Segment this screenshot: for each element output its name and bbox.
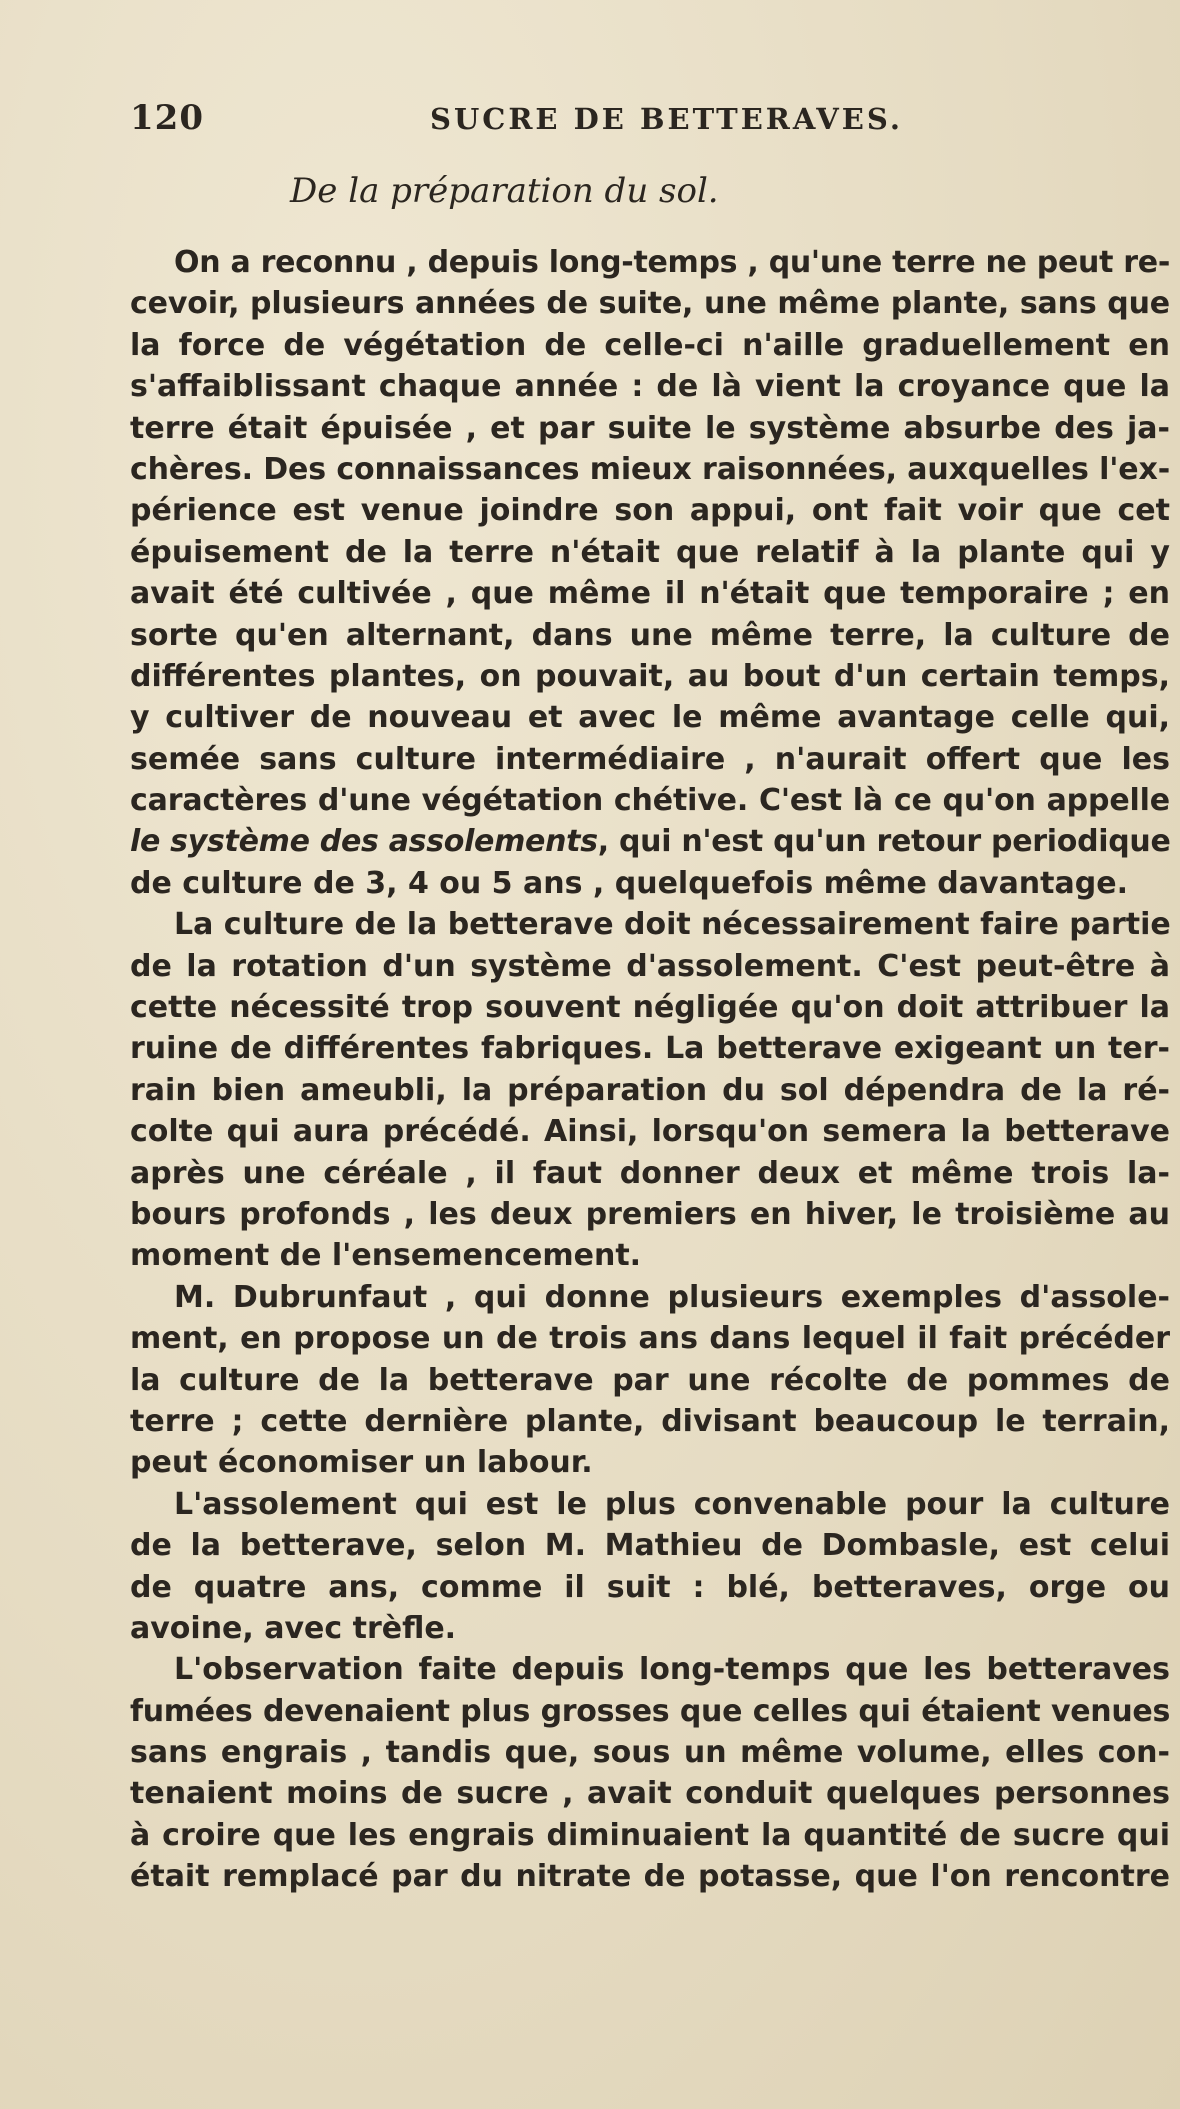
text-line: différentes plantes, on pouvait, au bout d'un certain temps,: [130, 658, 1170, 694]
text-line: rain bien ameubli, la préparation du sol dépendra de la ré-: [130, 1072, 1170, 1108]
text-line: s'affaiblissant chaque année : de là vient la croyance que la: [130, 369, 1170, 405]
text-line: chères. Des connaissances mieux raisonnées, auxquelles l'ex-: [130, 451, 1170, 487]
paragraph-5: [130, 1649, 1170, 1897]
text-line: périence est venue joindre son appui, ont fait voir que cet: [130, 493, 1170, 529]
text-line: après une céréale , il faut donner deux et même trois la-: [130, 1155, 1170, 1191]
text-line: cevoir, plusieurs années de suite, une même plante, sans que: [130, 286, 1170, 322]
text-line: L'observation faite depuis long-temps que les betteraves: [174, 1652, 1170, 1688]
text-line: moment de l'ensemencement.: [130, 1238, 642, 1274]
text-line: de quatre ans, comme il suit : blé, betteraves, orge ou: [130, 1569, 1170, 1605]
text-line: peut économiser un labour.: [130, 1445, 593, 1481]
page-number: 120: [130, 98, 204, 138]
paragraph-1: [130, 242, 1170, 904]
italic-term: le système des assolements: [130, 824, 598, 860]
text-line: caractères d'une végétation chétive. C'est là ce qu'on appelle: [130, 783, 1170, 819]
text-line: On a reconnu , depuis long-temps , qu'une terre ne peut re-: [174, 245, 1170, 280]
paragraph-3: [130, 1277, 1170, 1484]
text-line: colte qui aura précédé. Ainsi, lorsqu'on semera la betterave: [130, 1114, 1170, 1150]
text-line: avait été cultivée , que même il n'était que temporaire ; en: [130, 576, 1170, 612]
text-line: L'assolement qui est le plus convenable pour la culture: [174, 1486, 1170, 1522]
text-line: de la betterave, selon M. Mathieu de Dombasle, est celui: [130, 1528, 1170, 1564]
text-line: à croire que les engrais diminuaient la quantité de sucre qui: [130, 1817, 1170, 1853]
text-line: La culture de la betterave doit nécessairement faire partie: [174, 907, 1171, 943]
text-line: cette nécessité trop souvent négligée qu'on doit attribuer la: [130, 990, 1170, 1026]
text-line: était remplacé par du nitrate de potasse, que l'on rencontre: [130, 1859, 1170, 1895]
text-line: y cultiver de nouveau et avec le même avantage celle qui,: [130, 700, 1170, 736]
text-line: de culture de 3, 4 ou 5 ans , quelquefois même davantage.: [130, 865, 1128, 901]
text-line: la culture de la betterave par une récolte de pommes de: [130, 1362, 1170, 1398]
section-title: De la préparation du sol.: [290, 171, 719, 211]
running-head: SUCRE DE BETTERAVES.: [430, 102, 903, 136]
page-header: [130, 98, 1170, 148]
text-line: sans engrais , tandis que, sous un même volume, elles con-: [130, 1735, 1170, 1771]
text-line: tenaient moins de sucre , avait conduit quelques personnes: [130, 1776, 1170, 1812]
text-line: avoine, avec trèfle.: [130, 1610, 457, 1646]
text-line: de la rotation d'un système d'assolement. C'est peut-être à: [130, 948, 1170, 984]
text-line: terre était épuisée , et par suite le système absurbe des ja-: [130, 410, 1170, 446]
paragraph-2: [130, 904, 1170, 1277]
text-line: la force de végétation de celle-ci n'aille graduellement en: [130, 327, 1170, 363]
text-line-with-italic: [130, 821, 1170, 862]
paragraph-4: [130, 1484, 1170, 1650]
text-line: fumées devenaient plus grosses que celles qui étaient venues: [130, 1693, 1170, 1729]
text-line: ment, en propose un de trois ans dans lequel il fait précéder: [130, 1321, 1170, 1357]
text-line: ruine de différentes fabriques. La betterave exigeant un ter-: [130, 1031, 1170, 1067]
text-line: sorte qu'en alternant, dans une même terre, la culture de: [130, 617, 1170, 653]
text-line: bours profonds , les deux premiers en hiver, le troisième au: [130, 1196, 1170, 1232]
text-line: terre ; cette dernière plante, divisant beaucoup le terrain,: [130, 1403, 1170, 1439]
text-line: semée sans culture intermédiaire , n'aurait offert que les: [130, 741, 1170, 777]
body-text: [130, 242, 1170, 1898]
text-line: épuisement de la terre n'était que relatif à la plante qui y: [130, 534, 1170, 570]
text-line: M. Dubrunfaut , qui donne plusieurs exemples d'assole-: [174, 1279, 1170, 1315]
text-fragment: , qui n'est qu'un retour periodique: [597, 824, 1171, 860]
